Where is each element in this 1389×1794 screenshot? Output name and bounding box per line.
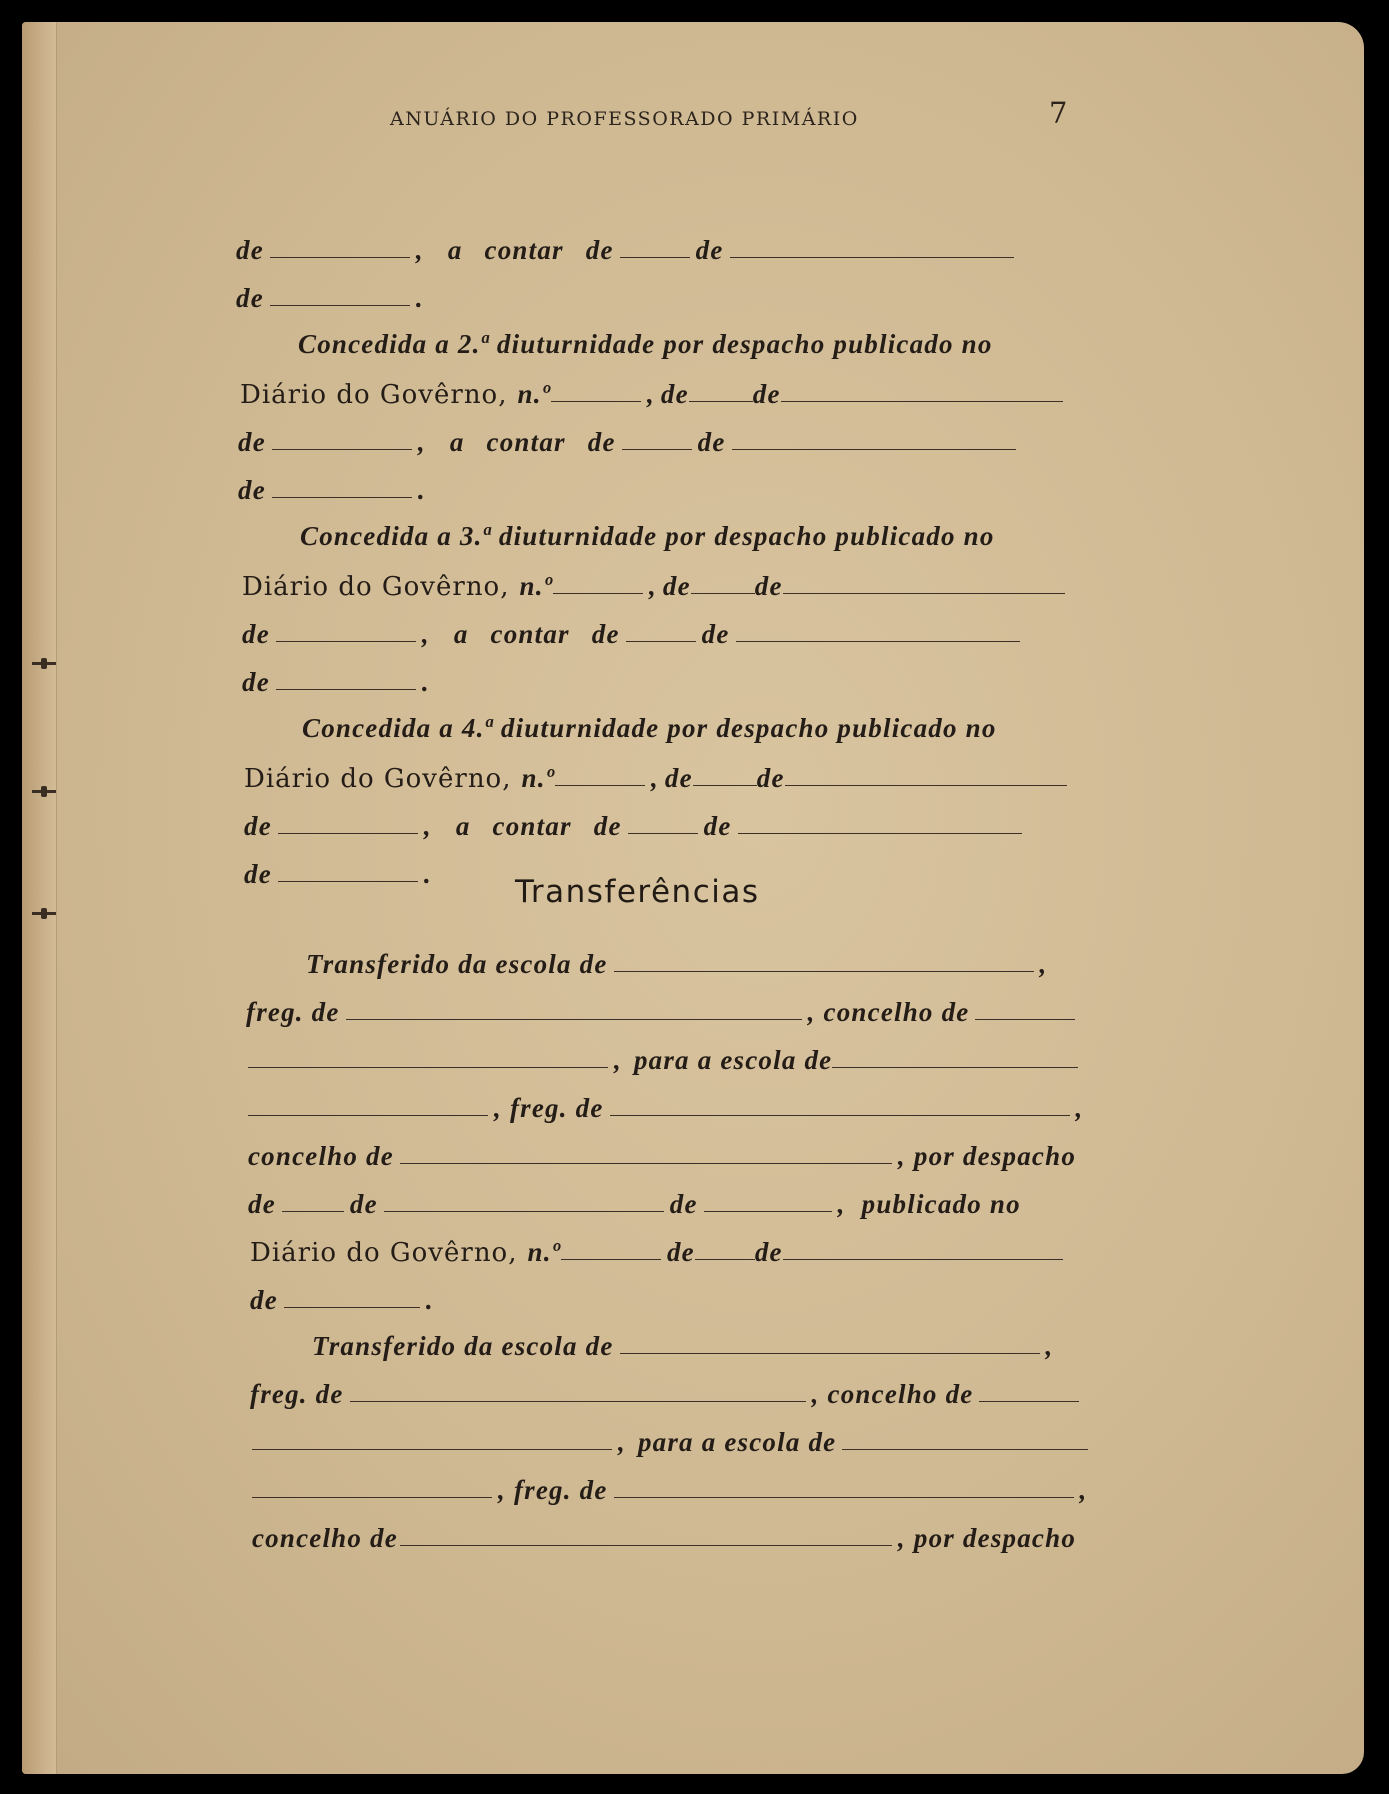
word: Diário do Govêrno, <box>240 380 508 410</box>
form-line <box>242 616 1026 650</box>
blank-field[interactable] <box>252 1448 612 1450</box>
blank-field[interactable] <box>282 1210 344 1212</box>
section-title: Transferências <box>515 874 760 910</box>
word: de <box>242 667 270 697</box>
blank-field[interactable] <box>695 1258 755 1260</box>
form-line <box>242 568 1071 602</box>
blank-field[interactable] <box>350 1400 806 1402</box>
word: n.º <box>521 763 555 793</box>
blank-field[interactable] <box>276 640 416 642</box>
word: de <box>666 1237 695 1267</box>
word: de <box>244 859 272 889</box>
word: de <box>695 235 724 265</box>
word: , <box>897 1141 906 1171</box>
blank-field[interactable] <box>270 304 410 306</box>
blank-field[interactable] <box>783 592 1065 594</box>
word: . <box>423 859 432 889</box>
form-line <box>250 1282 434 1316</box>
word: de <box>591 619 620 649</box>
blank-field[interactable] <box>783 1258 1063 1260</box>
word: de <box>238 427 266 457</box>
form-line <box>244 856 432 890</box>
word: de <box>593 811 622 841</box>
blank-field[interactable] <box>620 1352 1040 1354</box>
word: . <box>417 475 426 505</box>
word: , <box>417 427 426 457</box>
word: , <box>494 1093 502 1123</box>
form-line <box>248 1186 1021 1220</box>
blank-field[interactable] <box>248 1066 608 1068</box>
form-line <box>244 760 1073 794</box>
blank-field[interactable] <box>551 400 641 402</box>
blank-field[interactable] <box>561 1258 661 1260</box>
word: de <box>660 379 689 409</box>
blank-field[interactable] <box>553 592 643 594</box>
form-line <box>236 280 424 314</box>
word: , <box>618 1427 626 1457</box>
form-line <box>250 1376 1085 1410</box>
blank-field[interactable] <box>781 400 1063 402</box>
blank-field[interactable] <box>400 1544 892 1546</box>
form-line <box>248 1472 1087 1506</box>
word: concelho de <box>823 997 970 1027</box>
word: , <box>1039 949 1048 979</box>
blank-field[interactable] <box>278 832 418 834</box>
word: concelho de <box>252 1523 398 1553</box>
blank-field[interactable] <box>278 880 418 882</box>
word: por despacho <box>913 1523 1077 1553</box>
word: a <box>453 619 469 649</box>
word: , <box>807 997 816 1027</box>
blank-field[interactable] <box>732 448 1016 450</box>
word: , <box>421 619 430 649</box>
blank-field[interactable] <box>610 1114 1070 1116</box>
word: de <box>242 619 270 649</box>
word: de <box>754 1237 783 1267</box>
form-line <box>244 808 1028 842</box>
form-line <box>250 1234 1069 1268</box>
word: , <box>650 763 659 793</box>
word: , <box>1075 1093 1084 1123</box>
word: Diário do Govêrno, <box>250 1238 518 1268</box>
form-line <box>244 1042 1084 1076</box>
word: , <box>1045 1331 1054 1361</box>
blank-field[interactable] <box>738 832 1022 834</box>
word: por despacho <box>913 1141 1077 1171</box>
word: de <box>587 427 616 457</box>
form-line <box>306 946 1047 980</box>
word: , <box>614 1045 622 1075</box>
blank-field[interactable] <box>704 1210 832 1212</box>
form-line <box>244 1090 1083 1124</box>
blank-field[interactable] <box>622 448 692 450</box>
word: de <box>238 475 266 505</box>
word: n.º <box>519 571 553 601</box>
word: para a escola de <box>633 1045 833 1075</box>
word: freg. de <box>509 1093 604 1123</box>
word: , <box>648 571 657 601</box>
word: concelho de <box>248 1141 394 1171</box>
blank-field[interactable] <box>620 256 690 258</box>
blank-field[interactable] <box>400 1162 892 1164</box>
word: , <box>837 1189 846 1219</box>
diuturnidade-heading: Concedida a 3.ª diuturnidade por despacho publicado no <box>300 521 995 551</box>
blank-field[interactable] <box>614 970 1034 972</box>
blank-field[interactable] <box>691 592 755 594</box>
word: de <box>669 1189 698 1219</box>
word: de <box>236 235 264 265</box>
word: contar <box>492 811 572 841</box>
word: a <box>455 811 471 841</box>
blank-field[interactable] <box>736 640 1020 642</box>
word: , <box>1079 1475 1088 1505</box>
blank-field[interactable] <box>272 448 412 450</box>
running-header: ANUÁRIO DO PROFESSORADO PRIMÁRIO <box>390 108 859 130</box>
form-line <box>312 1328 1053 1362</box>
form-line <box>242 664 430 698</box>
word: , <box>646 379 655 409</box>
word: de <box>697 427 726 457</box>
word: de <box>250 1285 278 1315</box>
blank-field[interactable] <box>555 784 645 786</box>
blank-field[interactable] <box>252 1496 492 1498</box>
blank-field[interactable] <box>626 640 696 642</box>
word: n.º <box>527 1237 561 1267</box>
blank-field[interactable] <box>730 256 1014 258</box>
word: contar <box>490 619 570 649</box>
word: de <box>703 811 732 841</box>
word: Diário do Govêrno, <box>242 572 510 602</box>
form-line <box>252 1520 1076 1554</box>
word: Transferido da escola de <box>306 949 608 979</box>
blank-field[interactable] <box>270 256 410 258</box>
blank-field[interactable] <box>346 1018 802 1020</box>
word: freg. de <box>246 997 340 1027</box>
word: de <box>756 763 785 793</box>
blank-field[interactable] <box>628 832 698 834</box>
form-line <box>248 1138 1076 1172</box>
word: contar <box>486 427 566 457</box>
word: de <box>662 571 691 601</box>
form-line <box>238 472 426 506</box>
word: a <box>447 235 463 265</box>
blank-field[interactable] <box>689 400 753 402</box>
word: Diário do Govêrno, <box>244 764 512 794</box>
blank-field[interactable] <box>248 1114 488 1116</box>
diuturnidade-heading: Concedida a 2.ª diuturnidade por despacho publicado no <box>298 329 993 359</box>
blank-field[interactable] <box>693 784 757 786</box>
page-number: 7 <box>1049 96 1068 130</box>
blank-field[interactable] <box>975 1018 1075 1020</box>
word: n.º <box>517 379 551 409</box>
word: Transferido da escola de <box>312 1331 614 1361</box>
word: de <box>752 379 781 409</box>
word: . <box>421 667 430 697</box>
blank-field[interactable] <box>614 1496 1074 1498</box>
word: , <box>498 1475 506 1505</box>
word: de <box>244 811 272 841</box>
word: para a escola de <box>637 1427 837 1457</box>
form-line <box>246 994 1081 1028</box>
word: de <box>248 1189 276 1219</box>
word: de <box>236 283 264 313</box>
form-line <box>236 232 1020 266</box>
blank-field[interactable] <box>785 784 1067 786</box>
diuturnidade-heading: Concedida a 4.ª diuturnidade por despacho publicado no <box>302 713 997 743</box>
word: de <box>349 1189 378 1219</box>
blank-field[interactable] <box>832 1066 1078 1068</box>
blank-field[interactable] <box>979 1400 1079 1402</box>
word: a <box>449 427 465 457</box>
form-line <box>238 424 1022 458</box>
blank-field[interactable] <box>384 1210 664 1212</box>
blank-field[interactable] <box>276 688 416 690</box>
word: concelho de <box>827 1379 974 1409</box>
blank-field[interactable] <box>272 496 412 498</box>
word: de <box>754 571 783 601</box>
form-line <box>240 376 1069 410</box>
word: , <box>811 1379 820 1409</box>
word: , <box>415 235 424 265</box>
blank-field[interactable] <box>284 1306 420 1308</box>
word: , <box>423 811 432 841</box>
word: de <box>585 235 614 265</box>
word: freg. de <box>250 1379 344 1409</box>
word: de <box>701 619 730 649</box>
form-line <box>248 1424 1094 1458</box>
word: . <box>425 1285 434 1315</box>
word: . <box>415 283 424 313</box>
word: publicado no <box>861 1189 1021 1219</box>
blank-field[interactable] <box>842 1448 1088 1450</box>
word: de <box>664 763 693 793</box>
word: freg. de <box>513 1475 608 1505</box>
word: contar <box>484 235 564 265</box>
word: , <box>897 1523 906 1553</box>
